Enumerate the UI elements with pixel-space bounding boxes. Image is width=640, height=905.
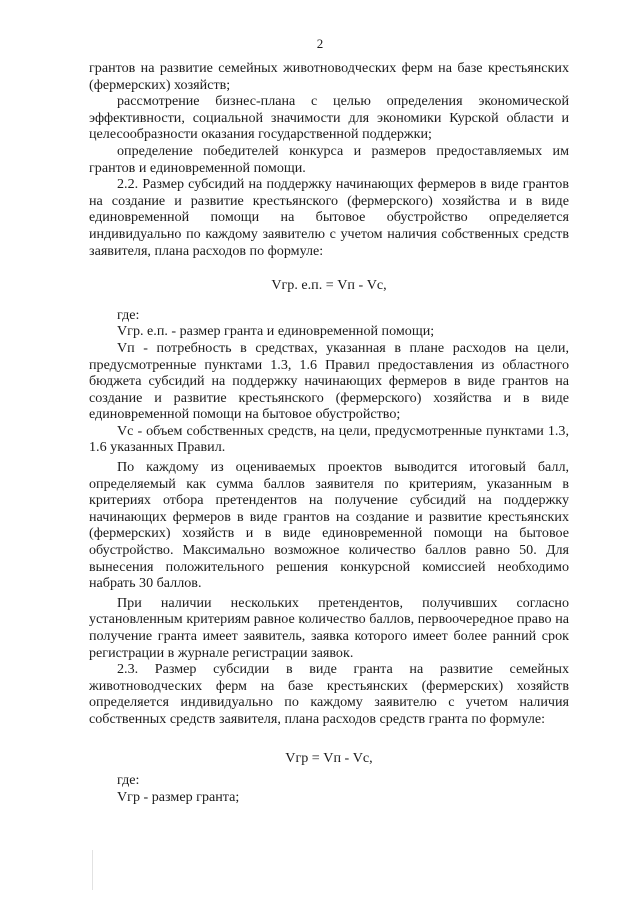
paragraph: грантов на развитие семейных животноводческих ферм на базе крестьянских (фермерских) хозяйств; [89,60,569,93]
formula-grant-and-assistance: Vгр. е.п. = Vп - Vc, [271,277,387,294]
definition-vp: Vп - потребность в средствах, указанная в плане расходов на цели, предусмотренные пунктами 1.3, 1.6 Правил предоставления из областного бюджета субсидий на поддержку начинающих фермеров в виде грантов на создание и развитие крестьянского (фермерского) хозяйства и в виде единовременной помощи на бытовое обустройство; [89,339,569,423]
formula-grant: Vгр = Vп - Vc, [285,749,373,766]
page-number: 2 [316,36,324,51]
scan-artifact [92,850,93,890]
document-body [89,60,569,805]
paragraph: определение победителей конкурса и размеров предоставляемых им грантов и единовременной помощи. [89,142,569,176]
definition-vgr: Vгр - размер гранта; [117,788,240,805]
paragraph-priority: При наличии нескольких претендентов, получивших согласно установленным критериям равное количество баллов, первоочередное право на получение гранта имеет заявитель, заявка которого имеет более ранний срок регистрации в журнале регистрации заявок. [89,594,569,661]
where-label: где: [117,772,140,789]
paragraph: рассмотрение бизнес-плана с целью определения экономической эффективности, социальной значимости для экономики Курской области и целесообразности оказания государственной поддержки; [89,93,569,143]
section-2-2-paragraph: 2.2. Размер субсидий на поддержку начинающих фермеров в виде грантов на создание и развитие крестьянского (фермерского) хозяйства и в виде единовременной помощи на бытовое обустройство определяется индивидуально по каждому заявителю с учетом наличия собственных средств заявителя, плана расходов по формуле: [89,176,569,259]
definition-vc: Vc - объем собственных средств, на цели, предусмотренные пунктами 1.3, 1.6 указанных Правил. [89,422,569,456]
definition-vgr-ep: Vгр. е.п. - размер гранта и единовременной помощи; [117,323,435,340]
section-2-3-paragraph: 2.3. Размер субсидии в виде гранта на развитие семейных животноводческих ферм на базе крестьянских (фермерских) хозяйств определяется индивидуально по каждому заявителю с учетом наличия собственных средств заявителя, плана расходов средств гранта по формуле: [89,661,569,727]
where-label: где: [117,306,140,323]
paragraph-scoring: По каждому из оцениваемых проектов выводится итоговый балл, определяемый как сумма баллов заявителя по критериям, указанным в критериях отбора претендентов на получение субсидий на поддержку начинающих фермеров в виде грантов на создание и развитие крестьянских (фермерских) хозяйств и в виде единовременной помощи на бытовое обустройство. Максимально возможное количество баллов равно 50. Для вынесения положительного решения конкурсной комиссией необходимо набрать 30 баллов. [89,459,569,592]
